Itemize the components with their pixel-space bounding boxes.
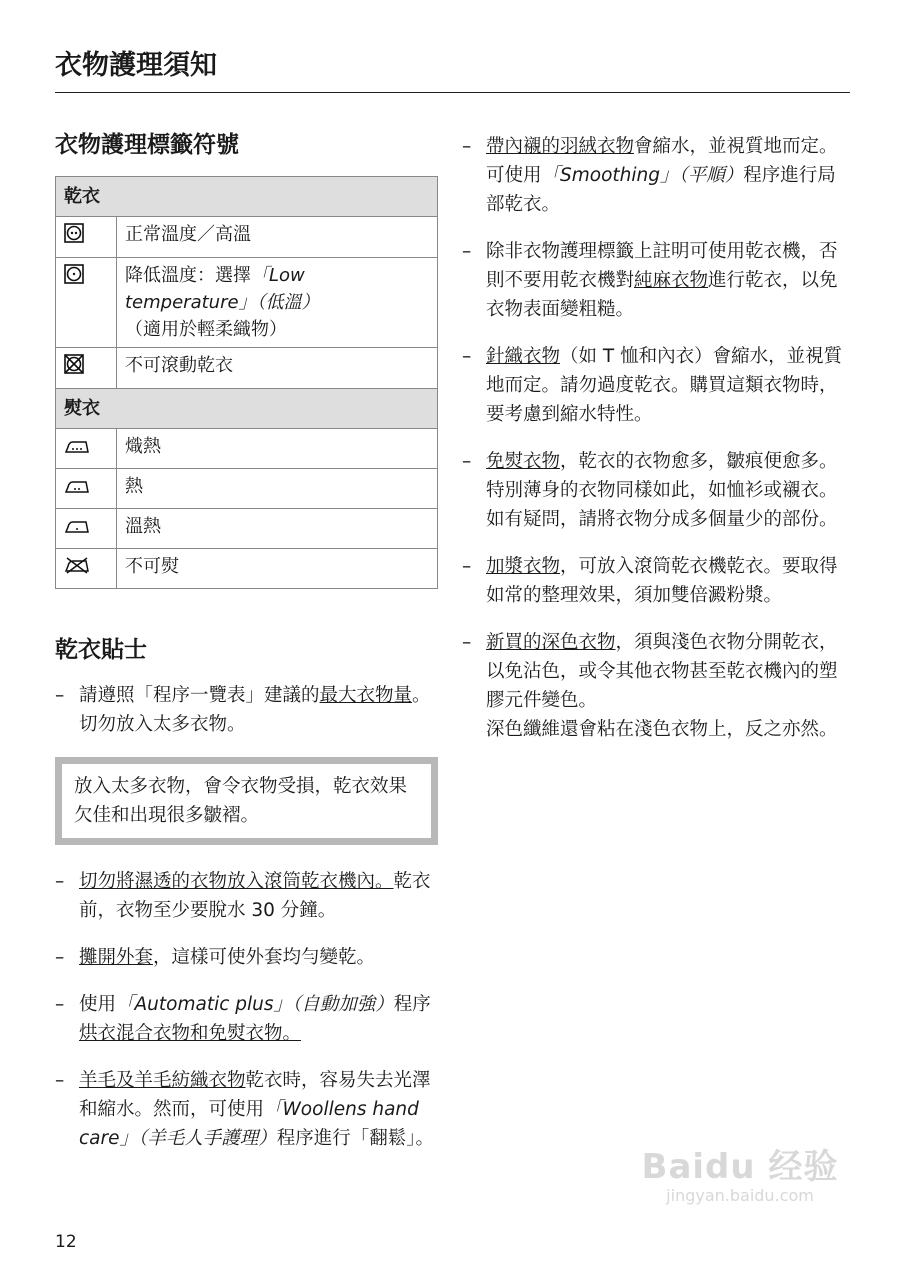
- list-item: – 除非衣物護理標籤上註明可使用乾衣機，否則不要用乾衣機對純麻衣物進行乾衣，以免衣物表面變粗糙。: [462, 241, 838, 320]
- list-item: – 免熨衣物，乾衣的衣物愈多，皺痕便愈多。特別薄身的衣物同樣如此，如恤衫或襯衣。 如有疑問，請將衣物分成多個量少的部份。: [462, 451, 838, 530]
- iron-warm-icon: [64, 478, 90, 494]
- list-item: – 羊毛及羊毛紡織衣物乾衣時，容易失去光澤和縮水。然而，可使用「Woollens hand care」（羊毛人手護理）程序進行「翻鬆」。: [55, 1070, 435, 1149]
- table-row: [56, 429, 438, 469]
- watermark: [635, 1148, 845, 1206]
- table-row: [56, 469, 438, 509]
- watermark-url: jingyan.baidu.com: [666, 1186, 814, 1205]
- page-title: 衣物護理須知: [55, 46, 850, 93]
- table-row: [56, 348, 438, 389]
- no-tumble-dry-icon: [64, 354, 84, 374]
- warning-note: 放入太多衣物，會令衣物受損，乾衣效果欠佳和出現很多皺褶。: [55, 757, 438, 845]
- table-row: [56, 217, 438, 258]
- iron-low-icon: [64, 518, 90, 534]
- list-item: – 切勿將濕透的衣物放入滾筒乾衣機內。乾衣前，衣物至少要脫水 30 分鐘。: [55, 871, 431, 921]
- drying-tips-heading: 乾衣貼士: [55, 637, 147, 663]
- program-name: 「Low temperature」（低溫）: [125, 265, 320, 313]
- watermark-brand: Baidu 经验: [641, 1147, 839, 1187]
- tumble-dry-low-icon: [64, 264, 84, 284]
- care-symbols-heading: 衣物護理標籤符號: [55, 132, 239, 158]
- symbol-text: 熱: [117, 469, 438, 509]
- symbol-note: （適用於輕柔織物）: [125, 319, 287, 340]
- table-row: [56, 549, 438, 589]
- iron-header-row: [56, 389, 438, 429]
- symbol-text: 正常溫度／高溫: [117, 217, 438, 258]
- symbol-text: 降低溫度：選擇: [125, 265, 251, 286]
- table-row: [56, 258, 438, 348]
- left-column: [55, 128, 438, 1171]
- list-item: – 攤開外套，這樣可使外套均勻變乾。: [55, 947, 376, 968]
- dry-header-row: [56, 177, 438, 217]
- list-item: – 新買的深色衣物，須與淺色衣物分開乾衣，以免沾色，或令其他衣物甚至乾衣機內的塑膠元件變色。 深色纖維還會粘在淺色衣物上，反之亦然。: [462, 632, 838, 740]
- list-item: – 針織衣物（如 T 恤和內衣）會縮水，並視質地而定。請勿過度乾衣。購買這類衣物時，要考慮到縮水特性。: [462, 346, 843, 425]
- page-number: 12: [55, 1232, 77, 1252]
- list-item: – 請遵照「程序一覽表」建議的最大衣物量。切勿放入太多衣物。: [55, 685, 431, 735]
- symbol-text: 溫熱: [117, 509, 438, 549]
- list-item: – 使用「Automatic plus」（自動加強）程序烘衣混合衣物和免熨衣物。: [55, 994, 431, 1044]
- symbol-text: 熾熱: [117, 429, 438, 469]
- dry-header: 乾衣: [56, 177, 438, 217]
- no-iron-icon: [64, 556, 90, 574]
- right-column: [462, 132, 852, 762]
- list-item: – 帶內襯的羽絨衣物會縮水，並視質地而定。可使用「Smoothing」（平順）程序進行局部乾衣。: [462, 136, 838, 215]
- symbol-text: 不可熨: [117, 549, 438, 589]
- iron-header: 熨衣: [56, 389, 438, 429]
- tumble-dry-normal-icon: [64, 223, 84, 243]
- list-item: – 加漿衣物，可放入滾筒乾衣機乾衣。要取得如常的整理效果，須加雙倍澱粉漿。: [462, 556, 838, 606]
- symbol-text: 不可滾動乾衣: [117, 348, 438, 389]
- care-symbols-table: [55, 176, 438, 589]
- iron-hot-icon: [64, 438, 90, 454]
- table-row: [56, 509, 438, 549]
